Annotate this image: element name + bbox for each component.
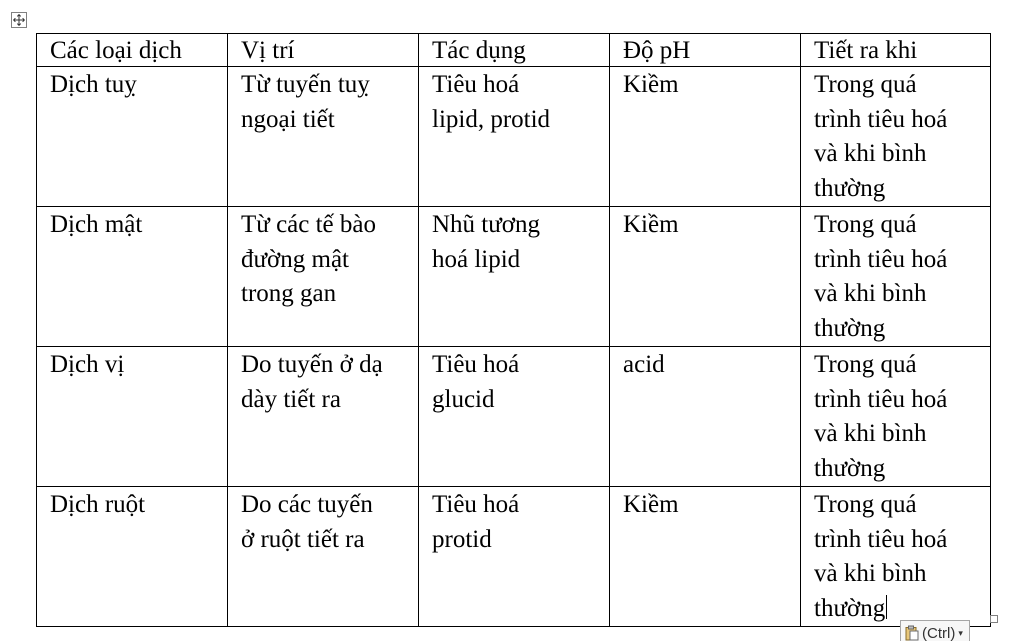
table-resize-handle[interactable] (990, 615, 998, 623)
table-cell[interactable]: Từ tuyến tuỵ ngoại tiết (228, 67, 419, 207)
header-cell-do-ph[interactable]: Độ pH (610, 34, 801, 67)
table-cell[interactable]: Nhũ tương hoá lipid (419, 207, 610, 347)
document-table[interactable] (36, 33, 991, 627)
table-row (37, 67, 991, 207)
table-cell[interactable]: Dịch tuỵ (37, 67, 228, 207)
table-cell[interactable]: Dịch mật (37, 207, 228, 347)
table-cell[interactable]: Dịch ruột (37, 487, 228, 627)
header-cell-tiet-ra-khi[interactable]: Tiết ra khi (801, 34, 991, 67)
table-cell[interactable]: Kiềm (610, 207, 801, 347)
text-cursor (886, 595, 887, 619)
table-cell[interactable]: Trong quá trình tiêu hoá và khi bình thường (801, 347, 991, 487)
table-cell[interactable]: Trong quá trình tiêu hoá và khi bình thường (801, 207, 991, 347)
header-cell-tac-dung[interactable]: Tác dụng (419, 34, 610, 67)
header-cell-cac-loai-dich[interactable]: Các loại dịch (37, 34, 228, 67)
table-cell[interactable]: Tiêu hoá glucid (419, 347, 610, 487)
table-header-row (37, 34, 991, 67)
table-cell[interactable]: Do các tuyến ở ruột tiết ra (228, 487, 419, 627)
table-cell[interactable]: Tiêu hoá lipid, protid (419, 67, 610, 207)
paste-options-button[interactable] (900, 620, 970, 641)
table-cell[interactable]: Kiềm (610, 487, 801, 627)
table-move-handle[interactable] (11, 12, 27, 28)
table-cell[interactable]: Kiềm (610, 67, 801, 207)
clipboard-icon (905, 625, 919, 641)
table-cell[interactable]: Do tuyến ở dạ dày tiết ra (228, 347, 419, 487)
table-row (37, 487, 991, 627)
move-icon (13, 14, 25, 26)
header-cell-vi-tri[interactable]: Vị trí (228, 34, 419, 67)
table-cell-active[interactable] (801, 487, 991, 627)
cell-text: Trong quá trình tiêu hoá và khi bình thường (814, 491, 948, 622)
table-row (37, 347, 991, 487)
chevron-down-icon: ▾ (958, 627, 963, 638)
paste-options-label: (Ctrl) (922, 624, 956, 641)
table-cell[interactable]: Trong quá trình tiêu hoá và khi bình thường (801, 67, 991, 207)
table-row (37, 207, 991, 347)
table-cell[interactable]: Tiêu hoá protid (419, 487, 610, 627)
table-cell[interactable]: Từ các tế bào đường mật trong gan (228, 207, 419, 347)
table-cell[interactable]: Dịch vị (37, 347, 228, 487)
table-cell[interactable]: acid (610, 347, 801, 487)
